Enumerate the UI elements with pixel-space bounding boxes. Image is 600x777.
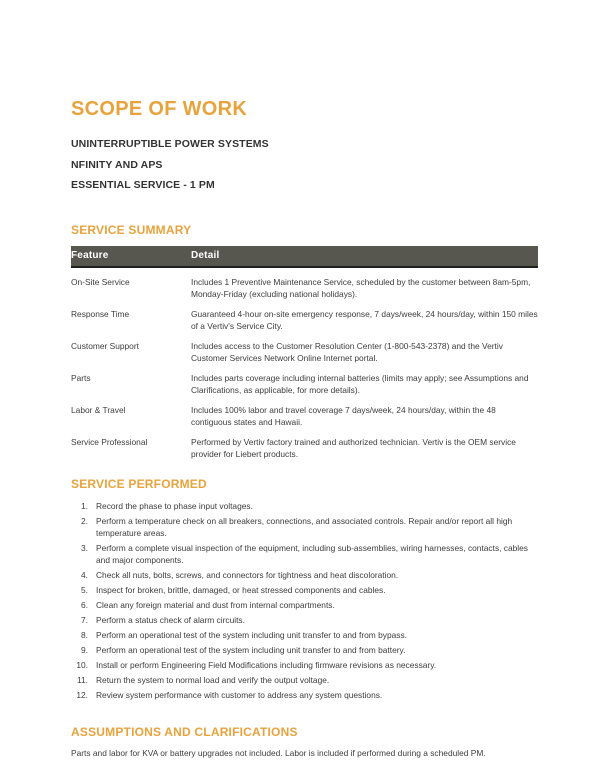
list-item: [71, 500, 538, 512]
list-item-number: 2.: [81, 515, 88, 526]
document-content: [71, 98, 538, 759]
list-item: [71, 542, 538, 567]
service-performed-list: [71, 500, 538, 702]
list-item: [71, 515, 538, 540]
list-item-number: 4.: [81, 570, 88, 581]
detail-cell: Includes 1 Preventive Maintenance Service, scheduled by the customer between 8am-5pm, Monday-Friday (excluding national holidays).: [191, 276, 531, 299]
document-subtitles: [71, 134, 538, 196]
detail-cell: Includes parts coverage including internal batteries (limits may apply; see Assumptions and Clarifications, as applicable, for more details).: [191, 372, 529, 395]
list-item: [71, 674, 538, 686]
list-item: [71, 644, 538, 656]
list-item: [71, 689, 538, 701]
assumptions-body: Parts and labor for KVA or battery upgrades not included. Labor is included if performed during a scheduled PM.: [71, 747, 486, 758]
list-item-text: Install or perform Engineering Field Modifications including firmware revisions as necessary.: [96, 660, 437, 671]
list-item-text: Clean any foreign material and dust from internal compartments.: [96, 600, 335, 611]
service-summary-heading: SERVICE SUMMARY: [71, 222, 192, 237]
detail-cell: Performed by Vertiv factory trained and authorized technician. Vertiv is the OEM service provider for Liebert products.: [191, 436, 516, 459]
list-item: [71, 569, 538, 581]
list-item-number: 12.: [76, 690, 88, 701]
table-row: [71, 332, 538, 364]
service-summary-table-body: [71, 267, 538, 460]
list-item-number: 5.: [81, 585, 88, 596]
list-item-number: 11.: [76, 675, 88, 686]
list-item-number: 9.: [81, 645, 88, 656]
list-item-text: Inspect for broken, brittle, damaged, or heat stressed components and cables.: [96, 585, 386, 596]
assumptions-heading: ASSUMPTIONS AND CLARIFICATIONS: [71, 724, 298, 739]
feature-cell: Service Professional: [71, 436, 148, 447]
feature-cell: Labor & Travel: [71, 404, 126, 415]
column-header-feature: Feature: [71, 246, 191, 267]
list-item-text: Perform a complete visual inspection of the equipment, including sub-assemblies, wiring harnesses, contacts, cables and major components.: [96, 542, 528, 566]
list-item: [71, 584, 538, 596]
list-item-text: Perform an operational test of the system including unit transfer to and from bypass.: [96, 630, 407, 641]
table-row: [71, 364, 538, 396]
feature-cell: On-Site Service: [71, 276, 130, 287]
list-item: [71, 629, 538, 641]
page-title: SCOPE OF WORK: [71, 98, 248, 120]
list-item-text: Review system performance with customer to address any system questions.: [96, 690, 383, 701]
table-row: [71, 396, 538, 428]
list-item-number: 10.: [76, 660, 88, 671]
feature-cell: Customer Support: [71, 340, 139, 351]
feature-cell: Parts: [71, 372, 91, 383]
list-item: [71, 614, 538, 626]
service-performed-heading: SERVICE PERFORMED: [71, 476, 207, 491]
table-row: [71, 428, 538, 460]
list-item-number: 6.: [81, 600, 88, 611]
feature-cell: Response Time: [71, 308, 130, 319]
table-row: [71, 300, 538, 332]
detail-cell: Includes access to the Customer Resolution Center (1-800-543-2378) and the Vertiv Customer Services Network Online Internet portal.: [191, 340, 503, 363]
list-item-text: Record the phase to phase input voltages.: [96, 500, 253, 511]
list-item-text: Return the system to normal load and verify the output voltage.: [96, 675, 330, 686]
list-item-text: Check all nuts, bolts, screws, and connectors for tightness and heat discoloration.: [96, 570, 399, 581]
subtitle-line: UNINTERRUPTIBLE POWER SYSTEMS: [71, 138, 269, 150]
column-header-detail: Detail: [191, 246, 538, 267]
list-item: [71, 599, 538, 611]
list-item-number: 1.: [81, 500, 88, 511]
list-item-number: 3.: [81, 542, 88, 553]
list-item-text: Perform an operational test of the system including unit transfer to and from battery.: [96, 645, 406, 656]
list-item: [71, 659, 538, 671]
detail-cell: Includes 100% labor and travel coverage 7 days/week, 24 hours/day, within the 48 contiguous states and Hawaii.: [191, 404, 496, 427]
subtitle-line: ESSENTIAL SERVICE - 1 PM: [71, 179, 215, 191]
list-item-text: Perform a status check of alarm circuits.: [96, 615, 245, 626]
table-row: [71, 267, 538, 300]
service-summary-table-head: [71, 246, 538, 267]
table-header-row: [71, 246, 538, 267]
list-item-number: 7.: [81, 615, 88, 626]
service-summary-table: [71, 246, 538, 460]
list-item-text: Perform a temperature check on all breakers, connections, and associated controls. Repair and/or report all high temperature areas.: [96, 515, 513, 538]
detail-cell: Guaranteed 4-hour on-site emergency response, 7 days/week, 24 hours/day, within 150 miles of a Vertiv's Service City.: [191, 308, 538, 331]
subtitle-line: NFINITY AND APS: [71, 158, 163, 171]
list-item-number: 8.: [81, 630, 88, 641]
